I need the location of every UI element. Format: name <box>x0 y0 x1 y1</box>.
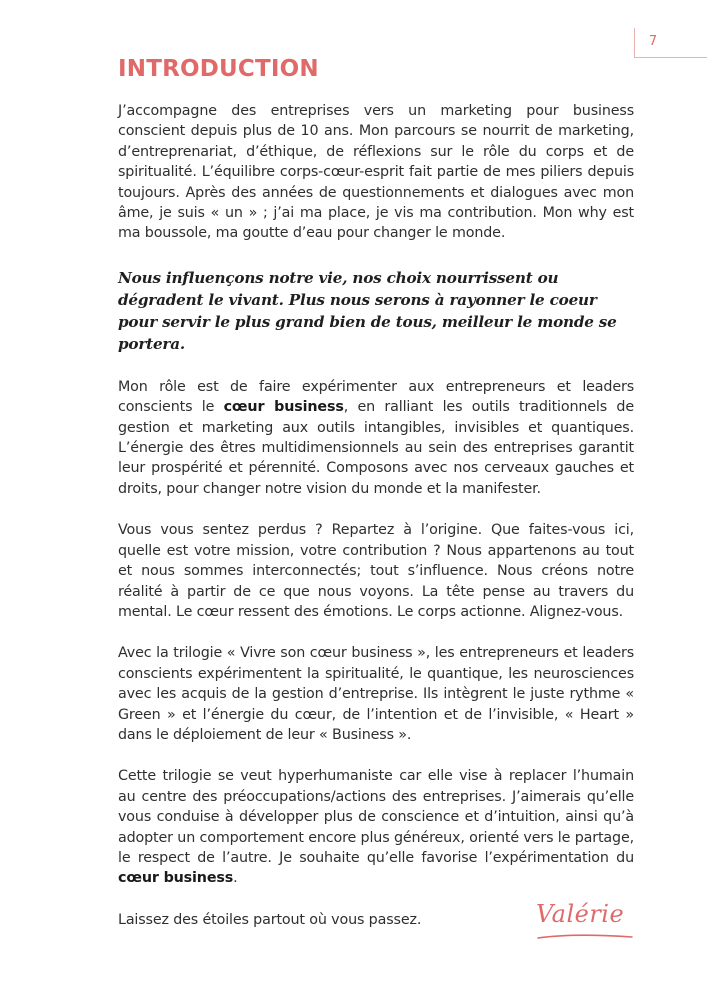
highlight-quote: Nous influençons notre vie, nos choix nourrissent ou dégradent le vivant. Plus nous serons à rayonner le coeur pour servir le plus grand bien de tous, meilleur le monde se portera. <box>118 268 617 353</box>
signature-text: Valérie <box>536 900 625 928</box>
page-title: INTRODUCTION <box>118 56 319 82</box>
bold-coeur-business: cœur business <box>223 399 344 416</box>
page-number: 7 <box>648 34 658 49</box>
body-content <box>118 101 634 951</box>
paragraph-role <box>118 377 634 499</box>
bold-coeur-business-2: cœur business <box>118 870 234 887</box>
paragraph-role-part-1: Mon rôle est de faire expérimenter aux entrepreneurs et leaders conscients le <box>118 378 634 416</box>
closing-line: Laissez des étoiles partout où vous passez. <box>118 911 422 928</box>
signature <box>534 898 644 948</box>
paragraph-origin: Vous vous sentez perdus ? Repartez à l’origine. Que faites-vous ici, quelle est votre mission, votre contribution ? Nous appartenons au tout et nous sommes interconnectés; tout s’influence. Nous créons notre réalité à partir de ce que nous voyons. La tête pense au travers du mental. Le cœur ressent des émotions. Le corps actionne. Alignez-vous. <box>118 522 634 620</box>
paragraph-trilogy: Avec la trilogie « Vivre son cœur business », les entrepreneurs et leaders conscients expérimentent la spiritualité, le quantique, les neurosciences avec les acquis de la gestion d’entreprise. Ils intègrent le juste rythme « Green » et l’énergie du cœur, de l’intention et de l’invisible, « Heart » dans le déploiement de leur « Business ». <box>118 645 634 743</box>
paragraph-intro: J’accompagne des entreprises vers un marketing pour business conscient depuis plus de 10 ans. Mon parcours se nourrit de marketing, d’entreprenariat, d’éthique, de réflexions sur le rôle du corps et de spiritualité. L’équilibre corps-cœur-esprit fait partie de mes piliers depuis toujours. Après des années de questionnements et dialogues avec mon âme, je suis « un » ; j’ai ma place, je vis ma contribution. Mon why est ma boussole, ma goutte d’eau pour changer le monde. <box>118 103 634 242</box>
paragraph-hyperhumanist <box>118 766 634 888</box>
paragraph-hyperhumanist-part-2: . <box>233 870 238 887</box>
signature-underline <box>534 898 644 948</box>
paragraph-role-part-2: , en ralliant les outils traditionnels de gestion et marketing aux outils intangibles, invisibles et quantiques. L’énergie des êtres multidimensionnels au sein des entreprises garantit leur prospérité et pérennité. Composons avec nos cerveaux gauches et droits, pour changer notre vision du monde et la manifester. <box>118 399 635 497</box>
page-number-box <box>634 28 707 58</box>
paragraph-hyperhumanist-part-1: Cette trilogie se veut hyperhumaniste car elle vise à replacer l’humain au centre des préoccupations/actions des entreprises. J’aimerais qu’elle vous conduise à développer plus de conscience et d’intuition, ainsi qu’à adopter un comportement encore plus généreux, orienté vers le partage, le respect de l’autre. Je souhaite qu’elle favorise l’expérimentation du <box>118 768 634 866</box>
